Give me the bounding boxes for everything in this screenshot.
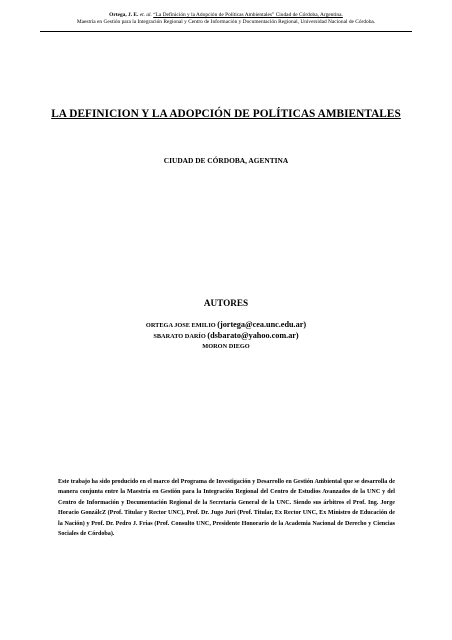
author-email: (jortega@cea.unc.edu.ar) (217, 320, 307, 329)
location-subtitle: CIUDAD DE CÓRDOBA, AGENTINA (163, 156, 289, 165)
affiliation-line: Maestría en Gestión para la Integración Regional y Centro de Información y Documentación Regional, Universidad Nacional de Córdoba. (76, 19, 376, 25)
citation-etal: et. al. (139, 12, 152, 18)
citation-authors: Ortega, J. E. (109, 12, 139, 18)
header-divider (40, 31, 412, 32)
running-header (40, 12, 412, 26)
citation-line (40, 12, 412, 19)
author-name: SBARATO DARÍO (153, 333, 208, 340)
author-name: MORON DIEGO (202, 343, 250, 350)
authors-heading: AUTORES (203, 298, 249, 308)
authors-list (40, 320, 412, 352)
abstract-paragraph: Este trabajo ha sido producido en el marco del Programa de Investigación y Desarrollo en Gestión Ambiental que se desarrolla de manera conjunta entre la Maestría en Gestión para la Integración Regional del Centro de Estudios Avanzados de la UNC y del Centro de Información y Documentación Regional de la Secretaría General de la UNC. Siendo sus árbitros el Prof. Ing. Jorge Horacio GonzálcZ (Prof. Titular y Rector UNC), Prof. Dr. Jugo Juri (Prof. Titular, Ex Rector UNC, Ex Ministro de Educación de la Nación) y Prof. Dr. Pedro J. Frías (Prof. Consulto UNC, Presidente Honorario de la Academia Nacional de Derecho y Ciencias Sociales de Córdoba). (58, 479, 395, 538)
author-entry (40, 342, 412, 352)
author-entry (40, 331, 412, 342)
author-name: ORTEGA JOSE EMILIO (145, 322, 218, 329)
document-title: LA DEFINICION Y LA ADOPCIÓN DE POLÍTICAS AMBIENTALES (51, 108, 401, 120)
author-entry (40, 320, 412, 331)
citation-link[interactable]: “La Definición y la Adopción de Políticas Ambientales” Ciudad de Córdoba, Argentina. (153, 12, 343, 18)
author-email: (dsbarato@yahoo.com.ar) (207, 331, 299, 340)
